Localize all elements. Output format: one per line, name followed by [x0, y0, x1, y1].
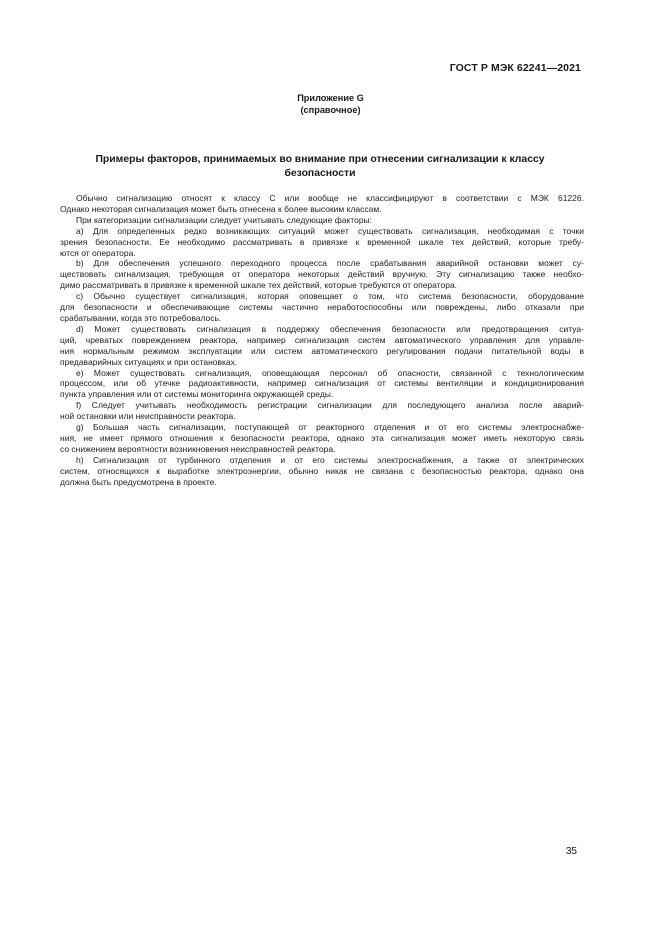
text-line: для безопасности и обеспечивающие системы частично неработоспособны или повреждены, либо отказали при — [60, 302, 584, 313]
paragraph — [60, 368, 584, 401]
text-line: должна быть предусмотрена в проекте. — [60, 476, 217, 487]
text-line: c) Обычно существует сигнализация, которая оповещает о том, что система безопасности, оборудование — [76, 291, 584, 302]
text-line: h) Сигнализация от турбинного отделения и от его системы электроснабжения, а также от электрических — [76, 454, 584, 465]
text-line: процессом, или об утечке радиоактивности, например сигнализация от системы вентиляции и кондиционирования — [60, 378, 584, 389]
text-line: Обычно сигнализацию относят к классу C или вообще не классифицируют в соответствии с МЭК 61226. — [76, 193, 584, 203]
text-line: g) Большая часть сигнализации, поступающей от реакторного отделения и от его системы электроснабже- — [76, 422, 584, 433]
annex-title: Приложение G — [297, 93, 364, 103]
text-line: Однако некоторая сигнализация может быть отнесена к более высоким классам. — [60, 203, 382, 214]
text-line: ществовать сигнализация, требующая от оператора некоторых действий вручную. Эту сигнализацию также необхо- — [60, 269, 584, 280]
standard-code: ГОСТ Р МЭК 62241—2021 — [449, 62, 581, 74]
annex-heading — [0, 92, 661, 116]
paragraph — [60, 400, 584, 422]
text-line: e) Может существовать сигнализация, оповещающая персонал об опасности, связанной с технологическим — [76, 367, 584, 378]
section-title — [60, 153, 580, 180]
text-line: предаварийных ситуациях и при остановках. — [60, 356, 238, 367]
text-line: При категоризации сигнализации следует учитывать следующие факторы: — [76, 214, 373, 225]
paragraph — [60, 226, 584, 259]
text-line: ются от оператора. — [60, 247, 136, 258]
text-line: ций, чреватых повреждением реактора, например сигнализация систем автоматического управления для управле- — [60, 334, 584, 345]
text-line: пункта управления или от системы мониторинга окружающей среды. — [60, 389, 334, 400]
body-text — [60, 193, 584, 487]
text-line: ной остановки или неисправности реактора. — [60, 411, 236, 422]
text-line: систем, относящихся к выработке электроэнергии, обычно никак не связана с безопасностью реактора, однако она — [60, 465, 584, 476]
text-line: срабатывании, когда это потребовалось. — [60, 312, 222, 323]
paragraph — [60, 258, 584, 291]
text-line: димо рассматривать в привязке к временной шкале тех действий, которые требуются от оператора. — [60, 280, 458, 291]
section-title-line-1: Примеры факторов, принимаемых во внимание при отнесении сигнализации к классу — [95, 154, 545, 165]
paragraph — [60, 291, 584, 324]
paragraph — [60, 324, 584, 368]
annex-subtitle: (справочное) — [300, 105, 361, 115]
page-number: 35 — [565, 846, 577, 857]
text-line: зрения безопасности. Ее необходимо рассматривать в привязке к временной шкале тех действий, которые требу- — [60, 236, 584, 247]
text-line: со снижением вероятности возникновения неисправностей реактора. — [60, 443, 336, 454]
paragraph — [60, 422, 584, 455]
text-line: ния нормальным режимом эксплуатации или систем автоматического регулирования подачи питательной воды в — [60, 345, 584, 356]
text-line: ния, не имеет прямого отношения к безопасности реактора, однако эта сигнализация может иметь некоторую связь — [60, 432, 584, 443]
text-line: f) Следует учитывать необходимость регистрации сигнализации для последующего анализа после аварий- — [76, 400, 584, 411]
paragraph — [60, 215, 584, 226]
paragraph — [60, 193, 584, 215]
text-line: a) Для определенных редко возникающих ситуаций может существовать сигнализация, необходимая с точки — [76, 225, 584, 236]
text-line: d) Может существовать сигнализация в поддержку обеспечения безопасности или предотвращения ситуа- — [76, 323, 584, 334]
section-title-line-2: безопасности — [284, 167, 356, 179]
paragraph — [60, 455, 584, 488]
text-line: b) Для обеспечения успешного переходного процесса после срабатывания аварийной остановки может су- — [76, 258, 584, 269]
